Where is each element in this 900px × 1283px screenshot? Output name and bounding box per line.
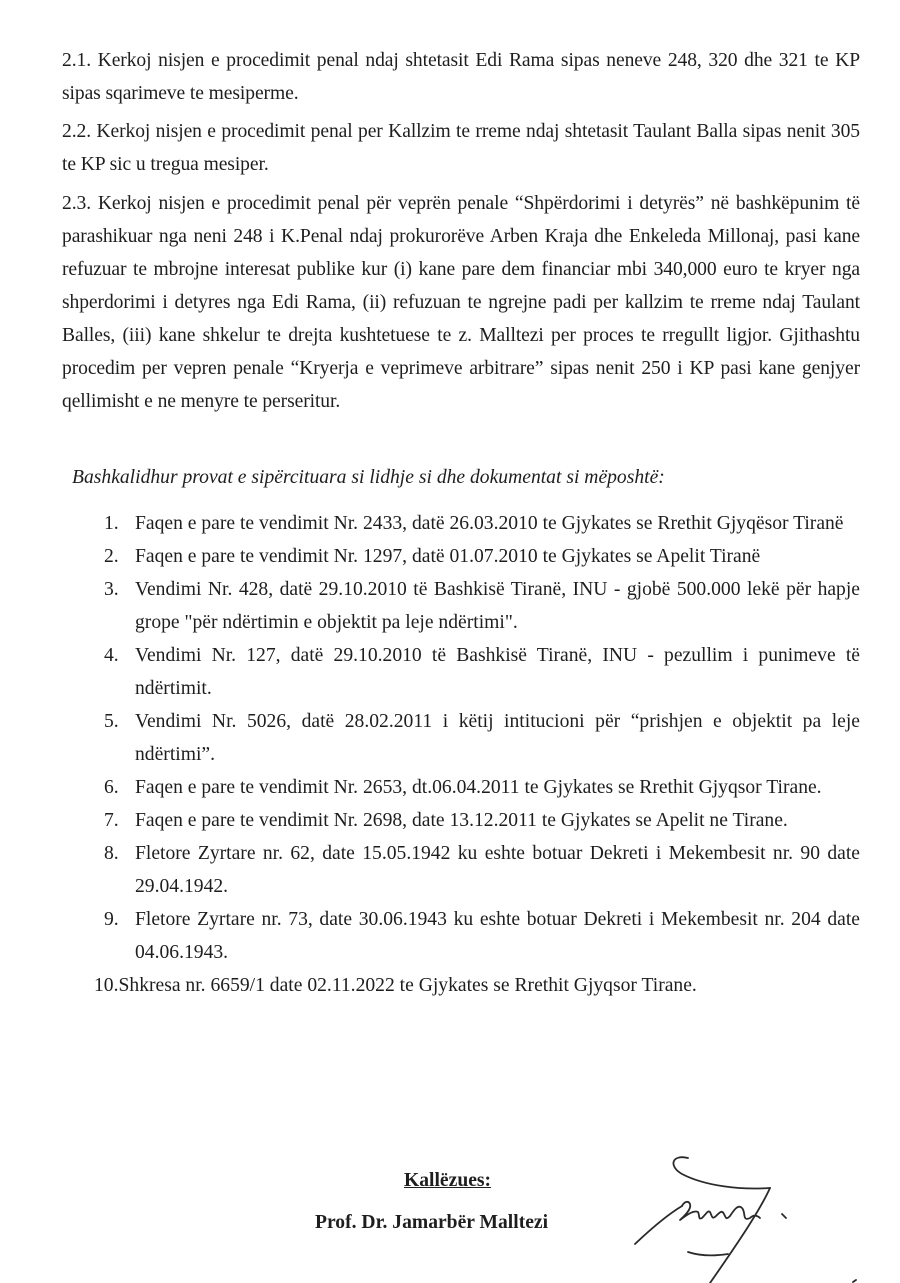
list-item [104,540,860,573]
list-item-text: Fletore Zyrtare nr. 73, date 30.06.1943 ku eshte botuar Dekreti i Mekembesit nr. 204 date 04.06.1943. [135,909,860,963]
list-item-number: 10. [94,975,119,996]
list-item-text: Vendimi Nr. 127, datë 29.10.2010 të Bashkisë Tiranë, INU - pezullim i punimeve të ndërtimit. [135,645,860,699]
list-item-text: Faqen e pare te vendimit Nr. 2698, date 13.12.2011 te Gjykates se Apelit ne Tirane. [135,810,788,831]
attachments-list [94,507,860,1002]
signer-label: Kallëzues: [404,1170,492,1191]
list-item-text: Faqen e pare te vendimit Nr. 1297, datë 01.07.2010 te Gjykates se Apelit Tiranë [135,546,761,567]
list-item-text: Fletore Zyrtare nr. 62, date 15.05.1942 ku eshte botuar Dekreti i Mekembesit nr. 90 date 29.04.1942. [135,843,860,897]
list-item-number: 1. [104,513,119,534]
list-item [104,573,860,639]
list-item [104,903,860,969]
list-item-number: 8. [104,843,119,864]
list-item [104,705,860,771]
paragraph-2-3: 2.3. Kerkoj nisjen e procedimit penal për veprën penale “Shpërdorimi i detyrës” në bashkëpunim të parashikuar nga neni 248 i K.Penal ndaj prokurorëve Arben Kraja dhe Enkeleda Millonaj, pasi kane refuzuar te mbrojne interesat publike kur (i) kane pare dem financiar mbi 340,000 euro te kryer nga shperdorimi i detyres nga Edi Rama, (ii) refuzuan te ngrejne padi per kallzim te rreme ndaj Taulant Balles, (iii) kane shkelur te drejta kushtetuese te z. Malltezi per proces te rregullt ligjor. Gjithashtu procedim per vepren penale “Kryerja e veprimeve arbitrare” sipas nenit 250 i KP pasi kane genjyer qellimisht e ne menyre te perseritur. [62,193,860,412]
signature-icon [610,1130,900,1283]
list-item [104,639,860,705]
list-item-text: Faqen e pare te vendimit Nr. 2653, dt.06.04.2011 te Gjykates se Rrethit Gjyqsor Tirane. [135,777,822,798]
paragraph-2-2: 2.2. Kerkoj nisjen e procedimit penal per Kallzim te rreme ndaj shtetasit Taulant Balla sipas nenit 305 te KP sic u tregua mesiper. [62,121,860,175]
list-item-text: Vendimi Nr. 5026, datë 28.02.2011 i këtij intitucioni për “prishjen e objektit pa leje ndërtimi”. [135,711,860,765]
list-item-text: Vendimi Nr. 428, datë 29.10.2010 të Bashkisë Tiranë, INU - gjobë 500.000 lekë për hapje grope "për ndërtimin e objektit pa leje ndërtimi". [135,579,860,633]
attachments-intro: Bashkalidhur provat e sipërcituara si lidhje si dhe dokumentat si mëposhtë: [72,467,665,488]
signer-name: Prof. Dr. Jamarbër Malltezi [315,1212,549,1233]
list-item-number: 4. [104,645,119,666]
list-item [104,837,860,903]
list-item [94,969,860,1002]
list-item-text: Faqen e pare te vendimit Nr. 2433, datë 26.03.2010 te Gjykates se Rrethit Gjyqësor Tiranë [135,513,844,534]
list-item-number: 5. [104,711,119,732]
list-item [104,771,860,804]
list-item-number: 2. [104,546,119,567]
list-item-number: 6. [104,777,119,798]
list-item-number: 9. [104,909,119,930]
list-item-number: 7. [104,810,119,831]
paragraph-2-1: 2.1. Kerkoj nisjen e procedimit penal ndaj shtetasit Edi Rama sipas neneve 248, 320 dhe 321 te KP sipas sqarimeve te mesiperme. [62,50,860,104]
list-item-text: Shkresa nr. 6659/1 date 02.11.2022 te Gjykates se Rrethit Gjyqsor Tirane. [118,975,697,996]
list-item-number: 3. [104,579,119,600]
list-item [104,804,860,837]
list-item [104,507,860,540]
